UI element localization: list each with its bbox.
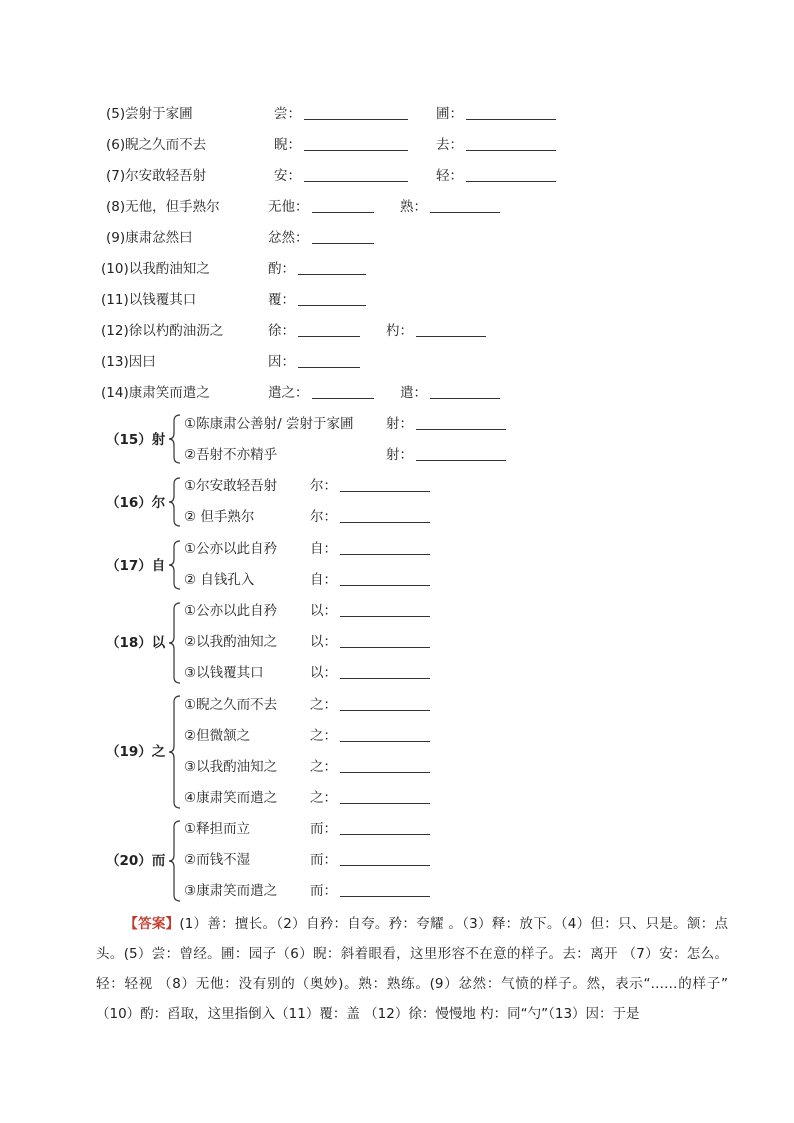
question-text: (13)因曰 xyxy=(101,354,156,370)
question-text: (5)尝射于家圃 xyxy=(106,106,193,122)
answer-blank[interactable] xyxy=(298,336,360,337)
field-label: 之： xyxy=(310,697,337,713)
sentence-text: ② 自钱孔入 xyxy=(184,572,255,588)
question-text: (12)徐以杓酌油沥之 xyxy=(101,323,224,339)
group-label: （19）之 xyxy=(106,744,166,760)
question-text: (11)以钱覆其口 xyxy=(101,292,197,308)
brace-icon xyxy=(168,539,182,591)
answer-blank[interactable] xyxy=(298,274,366,275)
field-label: 忿然： xyxy=(268,230,309,246)
answer-blank[interactable] xyxy=(416,429,506,430)
answer-blank[interactable] xyxy=(340,896,430,897)
field-label: 之： xyxy=(310,790,337,806)
answer-blank[interactable] xyxy=(430,398,500,399)
field-label: 去： xyxy=(436,137,463,153)
answer-blank[interactable] xyxy=(298,305,366,306)
answer-blank[interactable] xyxy=(430,212,500,213)
answer-blank[interactable] xyxy=(466,181,556,182)
answer-tag: 【答案】 xyxy=(124,916,180,932)
field-label: 而： xyxy=(310,852,337,868)
answer-section xyxy=(96,909,728,1029)
field-label: 以： xyxy=(310,634,337,650)
field-label: 无他： xyxy=(268,199,309,215)
answer-blank[interactable] xyxy=(304,181,408,182)
answer-blank[interactable] xyxy=(340,616,430,617)
answer-blank[interactable] xyxy=(340,865,430,866)
sentence-text: ③康肃笑而遣之 xyxy=(184,883,278,899)
answer-blank[interactable] xyxy=(340,554,430,555)
answer-blank[interactable] xyxy=(416,336,486,337)
field-label: 安： xyxy=(274,168,301,184)
sentence-text: ①公亦以此自矜 xyxy=(184,603,278,619)
question-text: (14)康肃笑而遣之 xyxy=(101,385,210,401)
brace-icon xyxy=(168,476,182,528)
field-label: 之： xyxy=(310,728,337,744)
question-text: (10)以我酌油知之 xyxy=(101,261,210,277)
answer-blank[interactable] xyxy=(340,772,430,773)
sentence-text: ①尔安敢轻吾射 xyxy=(184,478,278,494)
question-text: (9)康肃忿然曰 xyxy=(106,230,193,246)
sentence-text: ①释担而立 xyxy=(184,821,251,837)
field-label: 之： xyxy=(310,759,337,775)
sentence-text: ②吾射不亦精乎 xyxy=(184,447,278,463)
field-label: 熟： xyxy=(400,199,427,215)
brace-icon xyxy=(168,413,182,465)
answer-blank[interactable] xyxy=(304,119,408,120)
sentence-text: ①公亦以此自矜 xyxy=(184,541,278,557)
answer-blank[interactable] xyxy=(466,119,556,120)
answer-blank[interactable] xyxy=(416,460,506,461)
field-label: 遣： xyxy=(400,385,427,401)
sentence-text: ①睨之久而不去 xyxy=(184,697,278,713)
field-label: 射： xyxy=(386,416,413,432)
field-label: 而： xyxy=(310,821,337,837)
field-label: 自： xyxy=(310,572,337,588)
answer-blank[interactable] xyxy=(340,803,430,804)
field-label: 尝： xyxy=(274,106,301,122)
sentence-text: ③以我酌油知之 xyxy=(184,759,278,775)
field-label: 因： xyxy=(268,354,295,370)
field-label: 遣之： xyxy=(268,385,309,401)
answer-blank[interactable] xyxy=(298,367,360,368)
answer-blank[interactable] xyxy=(340,710,430,711)
field-label: 以： xyxy=(310,665,337,681)
sentence-text: ② 但手熟尔 xyxy=(184,509,255,525)
answer-blank[interactable] xyxy=(312,243,374,244)
sentence-text: ③以钱覆其口 xyxy=(184,665,264,681)
brace-icon xyxy=(168,694,182,810)
group-label: （18）以 xyxy=(106,635,166,651)
field-label: 射： xyxy=(386,447,413,463)
sentence-text: ①陈康肃公善射/ 尝射于家圃 xyxy=(184,416,354,432)
answer-blank[interactable] xyxy=(340,522,430,523)
group-label: （16）尔 xyxy=(106,495,166,511)
field-label: 以： xyxy=(310,603,337,619)
answer-blank[interactable] xyxy=(304,150,408,151)
sentence-text: ②而钱不湿 xyxy=(184,852,251,868)
group-label: （17）自 xyxy=(106,558,166,574)
answer-blank[interactable] xyxy=(312,398,374,399)
answer-blank[interactable] xyxy=(340,678,430,679)
answer-blank[interactable] xyxy=(340,741,430,742)
field-label: 而： xyxy=(310,883,337,899)
field-label: 轻： xyxy=(436,168,463,184)
question-text: (7)尔安敢轻吾射 xyxy=(106,168,207,184)
field-label: 尔： xyxy=(310,478,337,494)
group-label: （20）而 xyxy=(106,853,166,869)
answer-blank[interactable] xyxy=(340,647,430,648)
answer-blank[interactable] xyxy=(340,491,430,492)
answer-blank[interactable] xyxy=(466,150,556,151)
field-label: 睨： xyxy=(274,137,301,153)
field-label: 尔： xyxy=(310,509,337,525)
group-label: （15）射 xyxy=(106,432,166,448)
field-label: 杓： xyxy=(386,323,413,339)
sentence-text: ②但微颔之 xyxy=(184,728,251,744)
field-label: 覆： xyxy=(268,292,295,308)
answer-text: (1）善：擅长。（2）自矜：自夸。矜：夸耀 。（3）释：放下。（4）但：只、只是。颔：点头。(5）尝：曾经。圃：园子（6）睨：斜着眼看，这里形容不在意的样子。去：离开 （7）安：怎么。 轻：轻视 （8）无他：没有别的（奥妙)。熟：熟练。(9）忿然：气愤的样子。然，表示“……的样子” （10）酌：舀取，这里指倒入（11）覆：盖 （12）徐：慢慢地 杓：同“勺”（13）因：于是 xyxy=(96,916,728,1022)
field-label: 自： xyxy=(310,541,337,557)
sentence-text: ②以我酌油知之 xyxy=(184,634,278,650)
question-text: (8)无他，但手熟尔 xyxy=(106,199,220,215)
question-text: (6)睨之久而不去 xyxy=(106,137,207,153)
field-label: 徐： xyxy=(268,323,295,339)
answer-blank[interactable] xyxy=(340,834,430,835)
field-label: 酌： xyxy=(268,261,295,277)
answer-blank[interactable] xyxy=(340,585,430,586)
field-label: 圃： xyxy=(436,106,463,122)
brace-icon xyxy=(168,819,182,903)
answer-blank[interactable] xyxy=(312,212,374,213)
brace-icon xyxy=(168,601,182,685)
sentence-text: ④康肃笑而遣之 xyxy=(184,790,278,806)
